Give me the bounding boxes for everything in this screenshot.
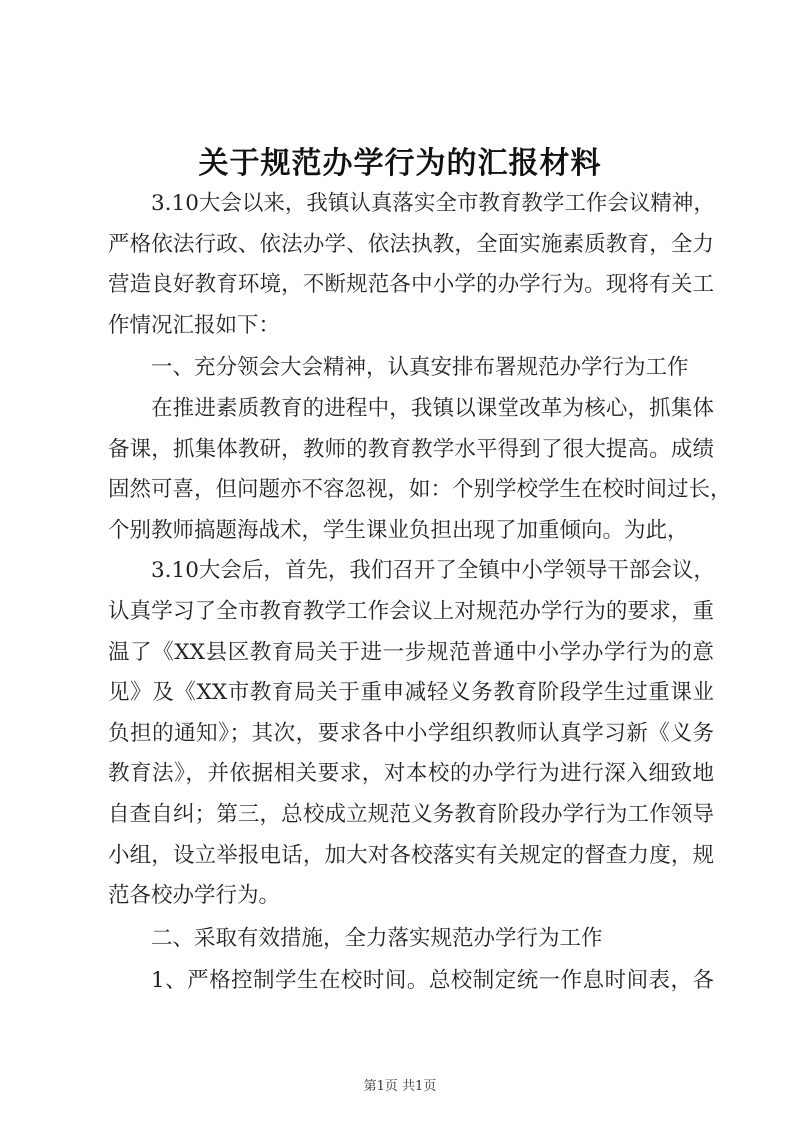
text-line: 营造良好教育环境，不断规范各中小学的办学行为。现将有关工 [108,272,714,298]
paragraph-actions [108,551,714,916]
text-line: 作情况汇报如下： [108,312,281,338]
document-title: 关于规范办学行为的汇报材料 [198,146,602,181]
text-line: 范各校办学行为。 [108,883,281,909]
section-heading-2 [108,919,714,960]
text-line: 1、严格控制学生在校时间。总校制定统一作息时间表，各 [151,968,714,994]
text-line: 在推进素质教育的进程中，我镇以课堂改革为核心，抓集体 [151,395,714,421]
text-line: 见》及《XX市教育局关于重申减轻义务教育阶段学生过重课业 [108,680,714,706]
text-line: 3.10大会以来，我镇认真落实全市教育教学工作会议精神， [151,191,715,216]
text-line: 个别教师搞题海战术，学生课业负担出现了加重倾向。为此， [108,517,689,543]
text-line: 备课，抓集体教研，教师的教育教学水平得到了很大提高。成绩 [108,436,714,462]
page-footer: 第1页 共1页 [363,1079,437,1094]
paragraph-item-1 [108,961,714,1002]
text-line: 固然可喜，但问题亦不容忽视，如：个别学校学生在校时间过长， [108,477,732,503]
document-body [108,184,732,1002]
text-line: 二、采取有效措施，全力落实规范办学行为工作 [151,925,603,951]
text-line: 自查自纠；第三，总校成立规范义务教育阶段办学行为工作领导 [108,801,714,827]
paragraph-background [108,389,732,551]
section-heading-1 [108,348,714,389]
text-line: 严格依法行政、依法办学、依法执教，全面实施素质教育，全力 [108,231,714,257]
text-line: 小组，设立举报电话，加大对各校落实有关规定的督查力度，规 [108,842,714,868]
text-line: 温了《XX县区教育局关于进一步规范普通中小学办学行为的意 [108,639,714,665]
text-line: 负担的通知》；其次，要求各中小学组织教师认真学习新《义务 [108,720,714,746]
paragraph-intro [108,184,714,346]
text-line: 一、充分领会大会精神，认真安排布署规范办学行为工作 [151,355,689,381]
text-line: 认真学习了全市教育教学工作会议上对规范办学行为的要求，重 [108,598,714,624]
text-line: 教育法》，并依据相关要求，对本校的办学行为进行深入细致地 [108,761,714,787]
text-line: 3.10大会后，首先，我们召开了全镇中小学领导干部会议， [151,558,715,584]
